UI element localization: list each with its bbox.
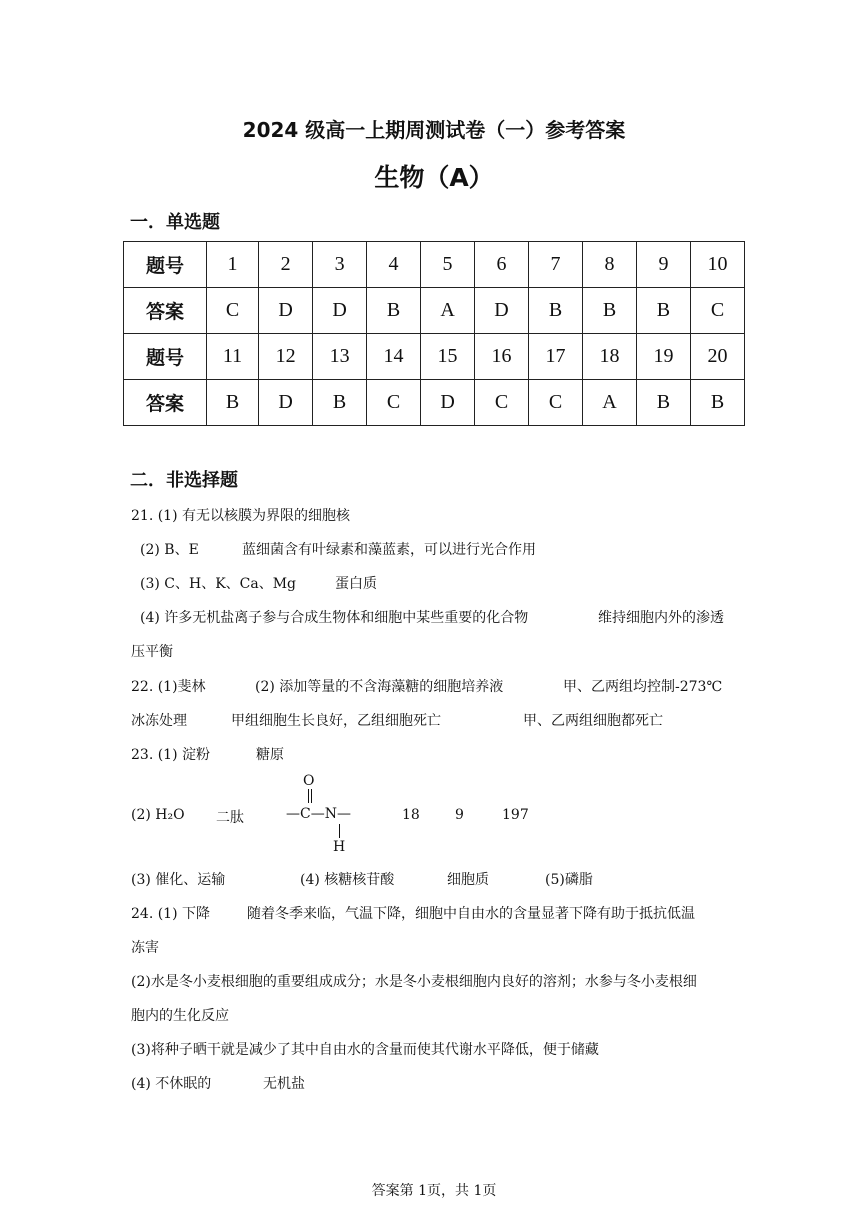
- table-row-header: 题号: [124, 242, 207, 288]
- table-cell: 4: [367, 242, 421, 288]
- peptide-bond-double-line: [308, 789, 310, 803]
- answer-line: 细胞质: [447, 872, 489, 888]
- answer-line: 随着冬季来临，气温下降，细胞中自由水的含量显著下降有助于抵抗低温: [247, 906, 695, 922]
- answer-table: [123, 241, 745, 426]
- table-cell: 8: [583, 242, 637, 288]
- table-cell: B: [367, 288, 421, 334]
- answer-line: (2) B、E: [140, 542, 199, 558]
- table-cell: A: [583, 380, 637, 426]
- table-cell: 1: [207, 242, 259, 288]
- answer-line: (3) C、H、K、Ca、Mg: [140, 576, 297, 592]
- section-heading-single-choice: 一．单选题: [130, 212, 220, 233]
- answer-line: 22. (1)斐林: [131, 679, 206, 695]
- answer-line: 甲、乙两组细胞都死亡: [523, 713, 663, 729]
- page-subtitle: 生物（A）: [374, 163, 494, 192]
- table-cell: D: [259, 380, 313, 426]
- section-heading-non-choice: 二．非选择题: [130, 470, 238, 491]
- table-cell: 3: [313, 242, 367, 288]
- table-cell: 13: [313, 334, 367, 380]
- table-cell: D: [313, 288, 367, 334]
- page-footer: 答案第 1页，共 1页: [371, 1183, 497, 1199]
- table-cell: C: [207, 288, 259, 334]
- table-cell: A: [421, 288, 475, 334]
- table-cell: 10: [690, 242, 744, 288]
- table-cell: B: [207, 380, 259, 426]
- answer-line: (3)将种子晒干就是减少了其中自由水的含量而使其代谢水平降低，便于储藏: [131, 1042, 599, 1058]
- answer-line: 9: [455, 807, 464, 823]
- answer-line: 无机盐: [263, 1076, 305, 1092]
- answer-line: (4) 核糖核苷酸: [300, 872, 395, 888]
- table-cell: D: [421, 380, 475, 426]
- table-cell: 18: [583, 334, 637, 380]
- table-cell: 12: [259, 334, 313, 380]
- answer-line: 维持细胞内外的渗透: [598, 610, 724, 626]
- answer-line: (4) 许多无机盐离子参与合成生物体和细胞中某些重要的化合物: [140, 610, 529, 626]
- answer-line: 冰冻处理: [131, 713, 187, 729]
- answer-line: 蛋白质: [335, 576, 377, 592]
- answer-line: (2) H₂O: [131, 807, 185, 823]
- answer-line: (4) 不休眠的: [131, 1076, 212, 1092]
- peptide-bond-structure: —C—N—: [286, 806, 351, 822]
- answer-line: 糖原: [256, 747, 284, 763]
- table-cell: 19: [636, 334, 690, 380]
- answer-line: 197: [502, 807, 529, 823]
- peptide-bond-hydrogen: H: [333, 839, 346, 855]
- table-cell: 17: [529, 334, 583, 380]
- page-title: 2024 级高一上期周测试卷（一）参考答案: [242, 118, 626, 142]
- table-row: [124, 288, 745, 334]
- peptide-bond-double-line: [311, 789, 313, 803]
- peptide-bond-oxygen: O: [303, 773, 315, 789]
- table-cell: C: [690, 288, 744, 334]
- answer-line: 23. (1) 淀粉: [131, 747, 210, 763]
- answer-line: (3) 催化、运输: [131, 872, 226, 888]
- peptide-bond-n-h-line: [339, 824, 341, 838]
- table-cell: 2: [259, 242, 313, 288]
- table-cell: 5: [421, 242, 475, 288]
- answer-line: 甲、乙两组均控制-273℃: [563, 679, 723, 695]
- table-row: [124, 334, 745, 380]
- answer-line: 二肽: [216, 810, 244, 826]
- table-cell: B: [529, 288, 583, 334]
- table-row: [124, 380, 745, 426]
- table-cell: 7: [529, 242, 583, 288]
- table-row: [124, 242, 745, 288]
- table-row-header: 题号: [124, 334, 207, 380]
- answer-line: 胞内的生化反应: [131, 1008, 229, 1024]
- answer-line: 18: [402, 807, 420, 823]
- table-cell: 20: [690, 334, 744, 380]
- table-cell: 16: [475, 334, 529, 380]
- table-cell: B: [313, 380, 367, 426]
- table-cell: D: [475, 288, 529, 334]
- table-row-header: 答案: [124, 288, 207, 334]
- answer-line: 24. (1) 下降: [131, 906, 210, 922]
- table-cell: C: [367, 380, 421, 426]
- table-cell: 15: [421, 334, 475, 380]
- table-cell: D: [259, 288, 313, 334]
- answer-line: 甲组细胞生长良好，乙组细胞死亡: [231, 713, 441, 729]
- table-cell: 11: [207, 334, 259, 380]
- answer-line: (5)磷脂: [545, 872, 593, 888]
- table-cell: B: [690, 380, 744, 426]
- table-cell: B: [636, 380, 690, 426]
- answer-line: 压平衡: [131, 644, 173, 660]
- table-cell: 9: [636, 242, 690, 288]
- table-cell: C: [529, 380, 583, 426]
- table-cell: 6: [475, 242, 529, 288]
- table-cell: B: [583, 288, 637, 334]
- table-row-header: 答案: [124, 380, 207, 426]
- answer-line: (2) 添加等量的不含海藻糖的细胞培养液: [255, 679, 504, 695]
- answer-line: (2)水是冬小麦根细胞的重要组成成分；水是冬小麦根细胞内良好的溶剂；水参与冬小麦根细: [131, 974, 697, 990]
- table-cell: C: [475, 380, 529, 426]
- table-cell: B: [636, 288, 690, 334]
- answer-line: 蓝细菌含有叶绿素和藻蓝素，可以进行光合作用: [242, 542, 536, 558]
- answer-line: 冻害: [131, 940, 159, 956]
- table-cell: 14: [367, 334, 421, 380]
- answer-line: 21. (1) 有无以核膜为界限的细胞核: [131, 508, 350, 524]
